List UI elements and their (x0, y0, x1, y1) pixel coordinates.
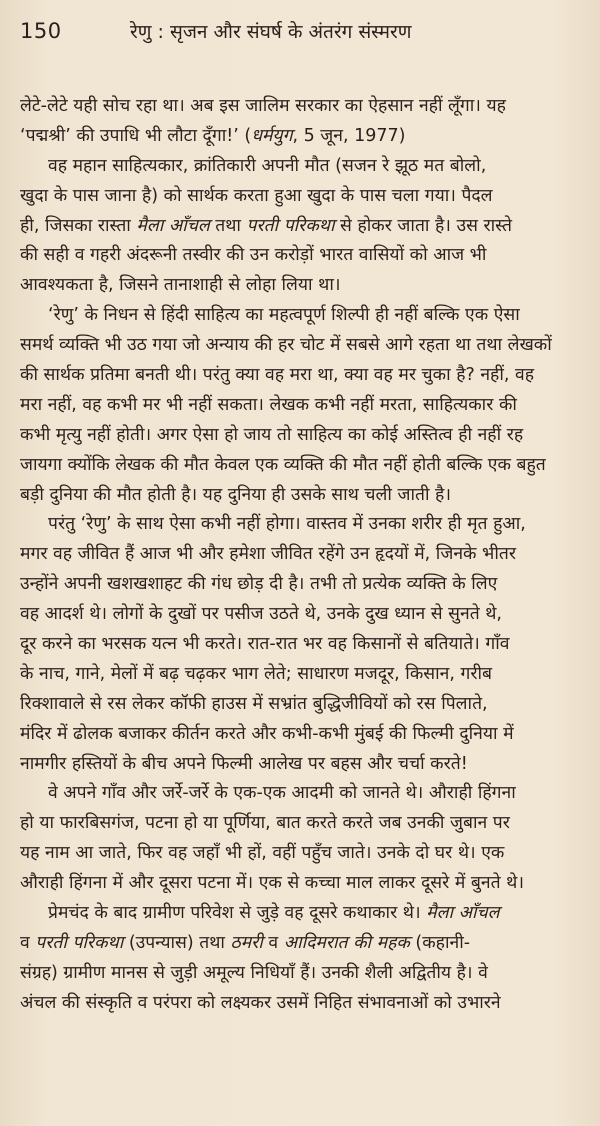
text-run: तथा (209, 215, 247, 236)
text-line (20, 122, 578, 152)
text-line (20, 271, 578, 301)
italic-title: मैला आँचल (136, 215, 210, 236)
body-text (20, 92, 578, 1019)
text-run: के नाच, गाने, मेलों में बढ़ चढ़कर भाग लेते; साधारण मजदूर, किसान, गरीब (20, 663, 493, 684)
text-run: खुदा के पास जाना है) को सार्थक करता हुआ खुदा के पास चला गया। पैदल (20, 185, 493, 206)
text-run: , 5 जून, 1977) (292, 125, 406, 146)
text-run: ‘रेणु’ के निधन से हिंदी साहित्य का महत्वपूर्ण शिल्पी ही नहीं बल्कि एक ऐसा (48, 305, 520, 326)
page-number: 150 (20, 19, 62, 43)
running-title: रेणु : सृजन और संघर्ष के अंतरंग संस्मरण (130, 21, 412, 43)
text-run: दूर करने का भरसक यत्न भी करते। रात-रात भर वह किसानों से बतियाते। गाँव (20, 634, 510, 655)
text-line (20, 570, 578, 600)
text-line (20, 331, 578, 361)
text-line (20, 451, 578, 481)
text-line (20, 92, 578, 122)
italic-title: परती परिकथा (246, 215, 335, 236)
text-line (20, 959, 578, 989)
italic-title: मैला आँचल (426, 903, 500, 924)
text-line (20, 929, 578, 959)
text-run: मरा नहीं, वह कभी मर भी नहीं सकता। लेखक कभी नहीं मरता, साहित्यकार की (20, 394, 517, 415)
text-line (20, 899, 578, 929)
text-line (20, 182, 578, 212)
text-line (20, 510, 578, 540)
text-line (20, 869, 578, 899)
italic-title: परती परिकथा (35, 932, 124, 953)
text-run: वे अपने गाँव और जर्रे-जर्रे के एक-एक आदमी को जानते थे। औराही हिंगना (48, 783, 516, 804)
text-run: से होकर जाता है। उस रास्ते (334, 215, 512, 236)
text-line (20, 301, 578, 331)
text-run: परंतु ‘रेणु’ के साथ ऐसा कभी नहीं होगा। वास्तव में उनका शरीर ही मृत हुआ, (48, 514, 526, 535)
text-line (20, 212, 578, 242)
text-line (20, 152, 578, 182)
text-run: आवश्यकता है, जिसने तानाशाही से लोहा लिया था। (20, 275, 341, 296)
text-run: लेटे-लेटे यही सोच रहा था। अब इस जालिम सरकार का ऐहसान नहीं लूँगा। यह (20, 96, 506, 116)
text-run: संग्रह) ग्रामीण मानस से जुड़ी अमूल्य निधियाँ हैं। उनकी शैली अद्वितीय है। वे (20, 962, 488, 983)
text-run: (कहानी- (409, 932, 471, 953)
text-run: वह आदर्श थे। लोगों के दुखों पर पसीज उठते थे, उनके दुख ध्यान से सुनते थे, (20, 604, 502, 625)
text-run: कभी मृत्यु नहीं होती। अगर ऐसा हो जाय तो साहित्य का कोई अस्तित्व ही नहीं रह (20, 424, 524, 445)
text-line (20, 779, 578, 809)
text-run: समर्थ व्यक्ति भी उठ गया जो अन्याय की हर चोट में सबसे आगे रहता था तथा लेखकों (20, 335, 552, 356)
text-line (20, 540, 578, 570)
text-run: (उपन्यास) तथा (123, 932, 231, 953)
text-run: व (20, 932, 36, 953)
text-run: जायगा क्योंकि लेखक की मौत केवल एक व्यक्ति की मौत नहीं होती बल्कि एक बहुत (20, 454, 546, 475)
text-line (20, 361, 578, 391)
italic-title: ठमरी (230, 932, 263, 953)
text-run: बड़ी दुनिया की मौत होती है। यह दुनिया ही उसके साथ चली जाती है। (20, 484, 451, 505)
text-line (20, 241, 578, 271)
text-run: की सही व गहरी अंदरूनी तस्वीर की उन करोड़ों भारत वासियों को आज भी (20, 245, 487, 266)
text-line (20, 690, 578, 720)
text-run: मंदिर में ढोलक बजाकर कीर्तन करते और कभी-कभी मुंबई की फिल्मी दुनिया में (20, 723, 514, 744)
text-line (20, 391, 578, 421)
text-run: यह नाम आ जाते, फिर वह जहाँ भी हों, वहीं पहुँच जाते। उनके दो घर थे। एक (20, 843, 505, 864)
text-run: उन्होंने अपनी खशखशाहट की गंध छोड़ दी है। तभी तो प्रत्येक व्यक्ति के लिए (20, 574, 498, 595)
text-run: वह महान साहित्यकार, क्रांतिकारी अपनी मौत (सजन रे झूठ मत बोलो, (48, 155, 487, 176)
text-run: ‘पद्मश्री’ की उपाधि भी लौटा दूँगा!’ ( (20, 125, 252, 146)
text-line (20, 600, 578, 630)
text-line (20, 839, 578, 869)
text-line (20, 660, 578, 690)
text-run: अंचल की संस्कृति व परंपरा को लक्ष्यकर उसमें निहित संभावनाओं को उभारने (20, 992, 501, 1013)
text-run: प्रेमचंद के बाद ग्रामीण परिवेश से जुड़े वह दूसरे कथाकार थे। (48, 903, 427, 924)
text-line (20, 630, 578, 660)
italic-title: आदिमरात की महक (283, 932, 410, 953)
text-run: व (262, 932, 284, 953)
text-line (20, 989, 578, 1019)
text-run: की सार्थक प्रतिमा बनती थी। परंतु क्या वह मरा था, क्या वह मर चुका है? नहीं, वह (20, 365, 535, 386)
text-line (20, 750, 578, 780)
text-line (20, 481, 578, 511)
page-header (20, 18, 578, 52)
text-line (20, 720, 578, 750)
text-run: हो या फारबिसगंज, पटना हो या पूर्णिया, बात करते करते जब उनकी जुबान पर (20, 813, 510, 834)
text-run: रिक्शावाले से रस लेकर कॉफी हाउस में सभ्रांत बुद्धिजीवियों को रस पिलाते, (20, 693, 488, 714)
text-run: औराही हिंगना में और दूसरा पटना में। एक से कच्चा माल लाकर दूसरे में बुनते थे। (20, 873, 524, 894)
text-line (20, 809, 578, 839)
text-run: नामगीर हस्तियों के बीच अपने फिल्मी आलेख पर बहस और चर्चा करते! (20, 753, 468, 774)
italic-title: धर्मयुग (251, 125, 293, 146)
text-run: मगर वह जीवित हैं आज भी और हमेशा जीवित रहेंगे उन हृदयों में, जिनके भीतर (20, 544, 517, 565)
text-run: ही, जिसका रास्ता (20, 215, 137, 236)
text-line (20, 421, 578, 451)
